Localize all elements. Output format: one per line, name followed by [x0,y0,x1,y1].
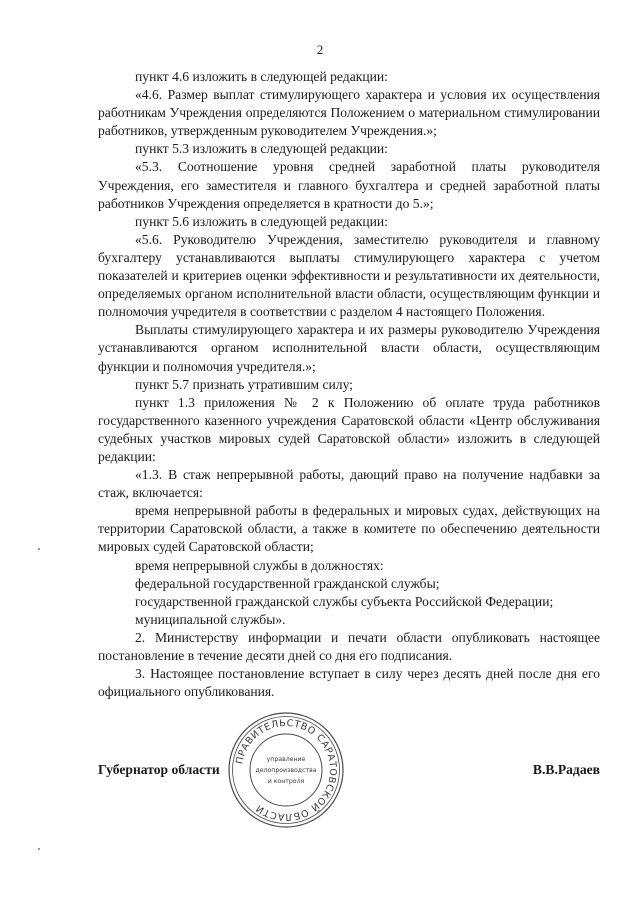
paragraph: государственной гражданской службы субъекта Российской Федерации; [135,593,554,609]
paragraph: «4.6. Размер выплат стимулирующего характера и условия их осуществления работникам Учреждения определяются Положением о материальном стимулировании работников, утвержденным руководителем Учреждения.»; [98,87,600,139]
document-body [98,68,600,701]
paragraph: время непрерывной службы в должностях: [135,557,384,573]
paragraph: пункт 5.3 изложить в следующей редакции: [135,141,388,157]
paragraph: пункт 1.3 приложения № 2 к Положению об оплате труда работников государственного казенного учреждения Саратовской области «Центр обслуживания судебных участков мировых судей Саратовской области» изложить в следующей редакции: [98,394,600,464]
paragraph: пункт 4.6 изложить в следующей редакции: [135,69,388,84]
paragraph: «1.3. В стаж непрерывной работы, дающий право на получение надбавки за стаж, включается: [98,467,600,501]
scan-speck [38,548,40,550]
paragraph: Выплаты стимулирующего характера и их размеры руководителю Учреждения устанавливаются органом исполнительной власти области, осуществляющим функции и полномочия учредителя.»; [98,322,600,374]
stamp-center-line: и контроля [267,778,305,785]
paragraph: пункт 5.7 признать утратившим силу; [135,376,353,392]
signatory-name: В.В.Радаев [532,762,600,777]
stamp-ring-text: ПРАВИТЕЛЬСТВО САРАТОВСКОЙ ОБЛАСТИ [234,717,339,823]
paragraph: пункт 5.6 изложить в следующей редакции: [135,213,388,229]
page-number: 2 [316,42,324,57]
paragraph: время непрерывной работы в федеральных и мировых судах, действующих на территории Саратовской области, а также в комитете по обеспечению деятельности мировых судей Саратовской области; [98,503,600,555]
scan-speck [38,848,40,850]
signatory-position: Губернатор области [98,762,220,777]
paragraph: «5.6. Руководителю Учреждения, заместителю руководителя и главному бухгалтеру устанавливаются выплаты стимулирующего характера с учетом показателей и критериев оценки эффективности и результативности их деятельности, определяемых органом исполнительной власти области, осуществляющим функции и полномочия учредителя в соответствии с разделом 4 настоящего Положения. [98,231,600,320]
paragraph: «5.3. Соотношение уровня средней заработной платы руководителя Учреждения, его заместителя и главного бухгалтера и средней заработной платы работников Учреждения определяется в кратности до 5.»; [98,159,600,211]
paragraph: 2. Министерству информации и печати области опубликовать настоящее постановление в течение десяти дней со дня его подписания. [98,629,600,663]
paragraph: федеральной государственной гражданской службы; [135,575,440,591]
official-stamp [226,710,346,830]
paragraph: 3. Настоящее постановление вступает в силу через десять дней после дня его официального опубликования. [98,666,600,700]
stamp-seal-icon [226,710,346,830]
stamp-center-line: управление [266,756,306,763]
stamp-center-line: делопроизводства [255,767,317,774]
paragraph: муниципальной службы». [135,611,286,627]
